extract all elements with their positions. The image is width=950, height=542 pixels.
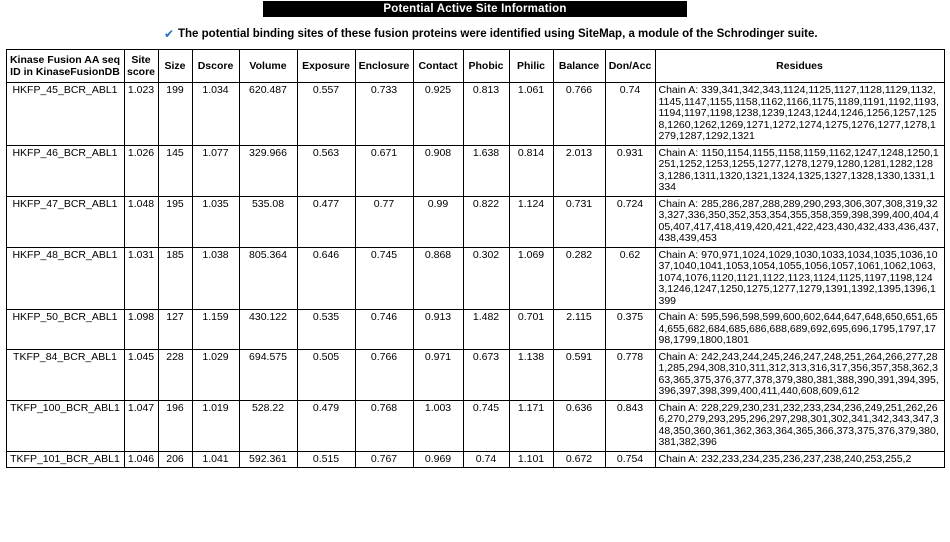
cell-balance: 0.282 [553,247,605,310]
col-header-balance: Balance [553,50,605,83]
cell-enclosure: 0.766 [355,349,413,400]
table-row [6,310,944,350]
col-header-phobic: Phobic [463,50,509,83]
cell-site-score: 1.048 [124,196,158,247]
table-row [6,83,944,146]
cell-balance: 2.115 [553,310,605,350]
cell-contact: 0.925 [413,83,463,146]
caption [0,27,950,41]
cell-phobic: 0.813 [463,83,509,146]
cell-enclosure: 0.745 [355,247,413,310]
col-header-site-score: Site score [124,50,158,83]
cell-phobic: 0.745 [463,400,509,451]
cell-id: HKFP_50_BCR_ABL1 [6,310,124,350]
cell-contact: 0.868 [413,247,463,310]
cell-exposure: 0.557 [297,83,355,146]
cell-site-score: 1.098 [124,310,158,350]
cell-site-score: 1.026 [124,145,158,196]
cell-size: 199 [158,83,192,146]
cell-philic: 1.124 [509,196,553,247]
cell-contact: 0.971 [413,349,463,400]
cell-size: 196 [158,400,192,451]
cell-phobic: 1.638 [463,145,509,196]
cell-dscore: 1.034 [192,83,239,146]
cell-balance: 2.013 [553,145,605,196]
col-header-enclosure: Enclosure [355,50,413,83]
cell-size: 185 [158,247,192,310]
cell-phobic: 0.74 [463,451,509,468]
cell-residues: Chain A: 228,229,230,231,232,233,234,236,249,251,262,266,270,279,293,295,296,297,298,301,302,341,342,343,347,348,350,360,361,362,363,364,365,366,373,375,376,379,380,381,382,396 [655,400,944,451]
cell-philic: 1.171 [509,400,553,451]
cell-id: HKFP_45_BCR_ABL1 [6,83,124,146]
cell-don-acc: 0.62 [605,247,655,310]
cell-volume: 805.364 [239,247,297,310]
cell-philic: 0.701 [509,310,553,350]
cell-size: 127 [158,310,192,350]
cell-id: TKFP_101_BCR_ABL1 [6,451,124,468]
cell-volume: 329.966 [239,145,297,196]
page-title: Potential Active Site Information [263,1,686,17]
cell-don-acc: 0.375 [605,310,655,350]
table-row [6,247,944,310]
cell-philic: 1.069 [509,247,553,310]
cell-dscore: 1.041 [192,451,239,468]
cell-site-score: 1.031 [124,247,158,310]
cell-id: HKFP_48_BCR_ABL1 [6,247,124,310]
cell-id: TKFP_84_BCR_ABL1 [6,349,124,400]
cell-balance: 0.636 [553,400,605,451]
cell-enclosure: 0.768 [355,400,413,451]
table-row [6,196,944,247]
cell-dscore: 1.035 [192,196,239,247]
cell-don-acc: 0.843 [605,400,655,451]
cell-contact: 0.969 [413,451,463,468]
cell-exposure: 0.477 [297,196,355,247]
cell-volume: 430.122 [239,310,297,350]
cell-dscore: 1.159 [192,310,239,350]
cell-exposure: 0.479 [297,400,355,451]
cell-residues: Chain A: 1150,1154,1155,1158,1159,1162,1247,1248,1250,1251,1252,1253,1255,1277,1278,1279,1280,1281,1282,1283,1286,1311,1320,1321,1324,1325,1327,1328,1330,1331,1334 [655,145,944,196]
col-header-id: Kinase Fusion AA seq ID in KinaseFusionDB [6,50,124,83]
cell-dscore: 1.029 [192,349,239,400]
cell-balance: 0.731 [553,196,605,247]
cell-don-acc: 0.74 [605,83,655,146]
cell-enclosure: 0.746 [355,310,413,350]
cell-exposure: 0.563 [297,145,355,196]
table-row [6,451,944,468]
active-site-table [6,49,945,468]
col-header-size: Size [158,50,192,83]
cell-exposure: 0.515 [297,451,355,468]
col-header-exposure: Exposure [297,50,355,83]
caption-text: The potential binding sites of these fusion proteins were identified using SiteMap, a module of the Schrodinger suite. [178,28,818,40]
cell-contact: 1.003 [413,400,463,451]
table-row [6,349,944,400]
check-icon: ✔ [164,27,175,41]
col-header-philic: Philic [509,50,553,83]
cell-site-score: 1.023 [124,83,158,146]
cell-id: HKFP_46_BCR_ABL1 [6,145,124,196]
col-header-volume: Volume [239,50,297,83]
cell-residues: Chain A: 232,233,234,235,236,237,238,240,253,255,2 [655,451,944,468]
cell-size: 145 [158,145,192,196]
cell-volume: 592.361 [239,451,297,468]
cell-residues: Chain A: 970,971,1024,1029,1030,1033,1034,1035,1036,1037,1040,1041,1053,1054,1055,1056,1057,1061,1062,1063,1074,1076,1120,1121,1122,1123,1124,1125,1197,1198,1243,1246,1247,1250,1275,1277,1279,1391,1392,1395,1396,1399 [655,247,944,310]
col-header-residues: Residues [655,50,944,83]
cell-site-score: 1.047 [124,400,158,451]
cell-exposure: 0.505 [297,349,355,400]
cell-don-acc: 0.754 [605,451,655,468]
cell-contact: 0.908 [413,145,463,196]
cell-contact: 0.913 [413,310,463,350]
col-header-contact: Contact [413,50,463,83]
cell-phobic: 0.302 [463,247,509,310]
cell-volume: 535.08 [239,196,297,247]
cell-enclosure: 0.767 [355,451,413,468]
cell-don-acc: 0.931 [605,145,655,196]
cell-balance: 0.766 [553,83,605,146]
cell-dscore: 1.077 [192,145,239,196]
cell-size: 206 [158,451,192,468]
cell-balance: 0.591 [553,349,605,400]
col-header-don-acc: Don/Acc [605,50,655,83]
cell-dscore: 1.038 [192,247,239,310]
cell-phobic: 0.673 [463,349,509,400]
cell-enclosure: 0.733 [355,83,413,146]
cell-dscore: 1.019 [192,400,239,451]
cell-volume: 694.575 [239,349,297,400]
banner-row [0,0,950,17]
cell-philic: 1.061 [509,83,553,146]
cell-residues: Chain A: 595,596,598,599,600,602,644,647,648,650,651,654,655,682,684,685,686,688,689,692,695,696,1795,1797,1798,1799,1800,1801 [655,310,944,350]
cell-volume: 528.22 [239,400,297,451]
cell-philic: 1.138 [509,349,553,400]
cell-residues: Chain A: 242,243,244,245,246,247,248,251,264,266,277,281,285,294,308,310,311,312,313,316,317,356,357,358,362,363,365,375,376,377,378,379,380,381,388,390,391,394,395,396,397,398,399,400,411,440,608,609,612 [655,349,944,400]
cell-site-score: 1.046 [124,451,158,468]
cell-enclosure: 0.77 [355,196,413,247]
cell-site-score: 1.045 [124,349,158,400]
cell-id: HKFP_47_BCR_ABL1 [6,196,124,247]
cell-size: 228 [158,349,192,400]
cell-id: TKFP_100_BCR_ABL1 [6,400,124,451]
cell-exposure: 0.646 [297,247,355,310]
table-header-row [6,50,944,83]
cell-phobic: 0.822 [463,196,509,247]
cell-contact: 0.99 [413,196,463,247]
cell-don-acc: 0.778 [605,349,655,400]
cell-phobic: 1.482 [463,310,509,350]
cell-philic: 0.814 [509,145,553,196]
cell-balance: 0.672 [553,451,605,468]
cell-don-acc: 0.724 [605,196,655,247]
cell-exposure: 0.535 [297,310,355,350]
cell-philic: 1.101 [509,451,553,468]
cell-residues: Chain A: 339,341,342,343,1124,1125,1127,1128,1129,1132,1145,1147,1155,1158,1162,1166,1175,1189,1191,1192,1193,1194,1197,1198,1238,1239,1243,1244,1246,1256,1257,1258,1260,1262,1269,1271,1272,1274,1275,1276,1277,1278,1279,1287,1292,1321 [655,83,944,146]
cell-enclosure: 0.671 [355,145,413,196]
col-header-dscore: Dscore [192,50,239,83]
table-row [6,145,944,196]
cell-residues: Chain A: 285,286,287,288,289,290,293,306,307,308,319,323,327,336,350,352,353,354,355,358,359,398,399,400,404,405,407,417,418,419,420,421,422,423,430,432,433,436,437,438,439,453 [655,196,944,247]
cell-volume: 620.487 [239,83,297,146]
table-row [6,400,944,451]
cell-size: 195 [158,196,192,247]
